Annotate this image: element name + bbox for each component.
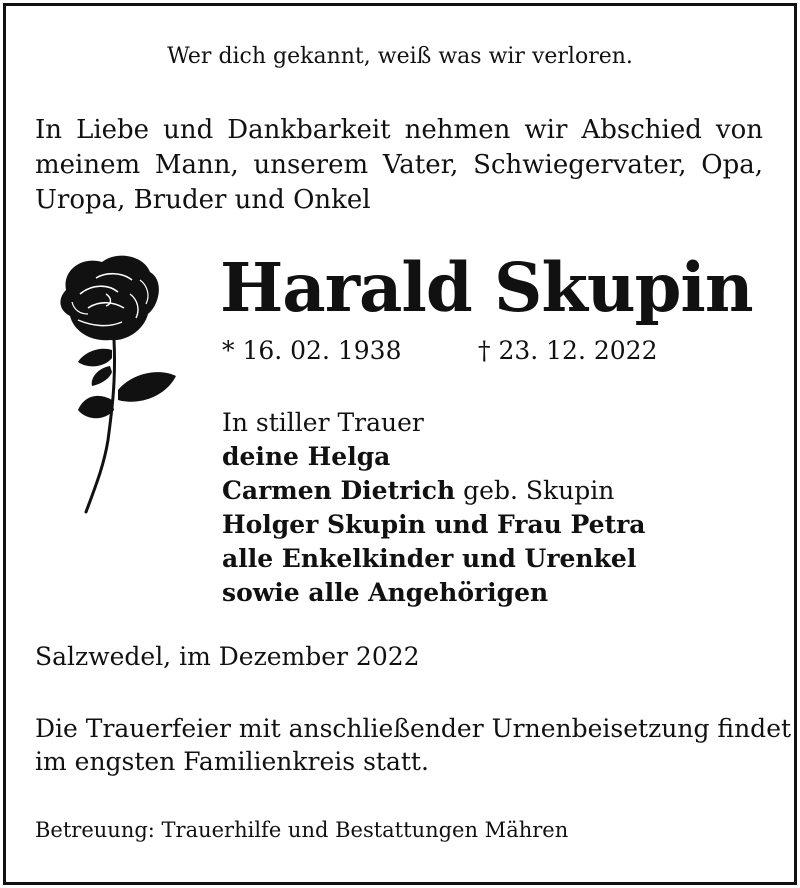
- mourner-line-2-name: Carmen Dietrich: [222, 476, 456, 505]
- intro-line-3: Uropa, Bruder und Onkel: [35, 185, 371, 215]
- mourners-block: [222, 406, 646, 610]
- mourning-heading: In stiller Trauer: [222, 408, 424, 437]
- care-credit: Betreuung: Trauerhilfe und Bestattungen Mähren: [35, 818, 569, 842]
- funeral-notice: [35, 712, 792, 778]
- motto: Wer dich gekannt, weiß was wir verloren.: [167, 44, 633, 69]
- funeral-line-2: im engsten Familienkreis statt.: [35, 747, 429, 776]
- funeral-line-1: Die Trauerfeier mit anschließender Urnenbeisetzung findet: [35, 714, 792, 743]
- intro-line-2: meinem Mann, unserem Vater, Schwiegervater, Opa,: [35, 150, 763, 180]
- deceased-name: Harald Skupin: [220, 248, 753, 327]
- rose-icon: [48, 250, 188, 520]
- mourner-line-5: sowie alle Angehörigen: [222, 578, 549, 607]
- intro-line-1: In Liebe und Dankbarkeit nehmen wir Abschied von: [35, 115, 763, 145]
- mourner-line-4: alle Enkelkinder und Urenkel: [222, 544, 637, 573]
- intro-text: [35, 113, 763, 218]
- mourner-line-2: [222, 474, 646, 508]
- mourner-line-2-note: geb. Skupin: [455, 476, 615, 505]
- mourner-line-1: deine Helga: [222, 442, 391, 471]
- mourner-line-3: Holger Skupin und Frau Petra: [222, 510, 646, 539]
- death-date: † 23. 12. 2022: [478, 336, 658, 365]
- birth-date: * 16. 02. 1938: [222, 336, 402, 365]
- place-date: Salzwedel, im Dezember 2022: [35, 642, 420, 671]
